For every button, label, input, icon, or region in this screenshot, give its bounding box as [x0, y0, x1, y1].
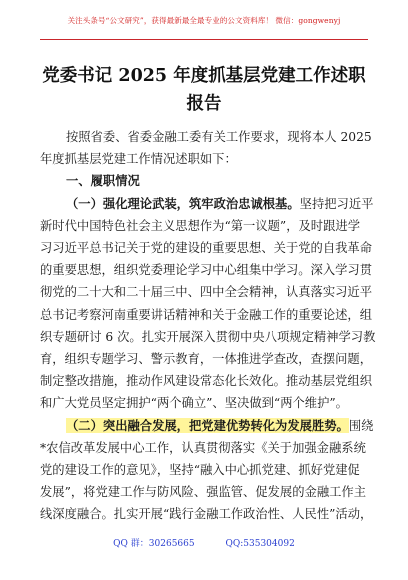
footer-qq-group: QQ 群：30265665 [113, 539, 195, 549]
item-1-line: 织专题研讨 6 次。扎实开展深入贯彻中央八项规定精神学习教 [40, 329, 376, 344]
title-line-2: 报告 [186, 94, 222, 114]
item-1-line: 新时代中国特色社会主义思想作为“第一议题”，及时跟进学 [40, 218, 360, 233]
item-1-line: 总书记考察河南重要讲话精神和关于金融工作的重要论述，组 [40, 307, 373, 322]
item-2-line: *农信改革发展中心工作，认真贯彻落实《关于加强金融系统 [40, 440, 366, 455]
intro-paragraph-line: 按照省委、省委金融工委有关工作要求，现将本人 2025 [66, 130, 372, 144]
item-2-line: 党的建设工作的意见》，坚持“融入中心抓党建、抓好党建促 [40, 463, 360, 478]
item-1-lead: （一）强化理论武装，筑牢政治忠诚根基。 [66, 195, 300, 211]
item-1-line: 的重要思想，组织党委理论学习中心组集中学习。深入学习贯 [40, 263, 373, 278]
document-body [40, 126, 376, 526]
header-note: 关注头条号“公文研究”，获得最新最全最专业的公文资料库！ 微信：gongwenyj [67, 16, 341, 25]
item-1-line: 习习近平总书记关于党的建设的重要思想、关于党的自我革命 [40, 241, 373, 256]
item-2-line: 发展”，将党建工作与防风险、强监管、促发展的金融工作主 [40, 485, 367, 500]
item-2-line [40, 415, 374, 437]
item-1-line [40, 193, 374, 215]
header-divider [40, 39, 368, 40]
title-line-1: 党委书记 2025 年度抓基层党建工作述职 [42, 66, 366, 86]
item-1-line: 彻党的二十大和二十届三中、四中全会精神，认真落实习近平 [40, 285, 373, 300]
item-2-line: 线深度融合。扎实开展“践行金融工作政治性、人民性”活动， [40, 507, 373, 522]
item-1-text: 坚持把习近平 [299, 196, 374, 211]
intro-paragraph-line: 年度抓基层党建工作情况述职如下： [40, 152, 237, 167]
item-2-text: 围绕 [348, 418, 374, 433]
section-heading: 一、履职情况 [66, 173, 140, 189]
footer-contact [0, 536, 408, 549]
document-title [40, 62, 368, 118]
item-2-lead: （二）突出融合发展，把党建优势转化为发展胜势。 [66, 417, 349, 433]
item-1-line: 和广大党员坚定拥护“两个确立”、坚决做到“两个维护”。 [40, 396, 348, 411]
item-1-line: 制定整改措施，推动作风建设常态化长效化。推动基层党组织 [40, 374, 373, 389]
footer-qq: QQ:535304092 [225, 539, 295, 549]
item-1-line: 育，组织专题学习、警示教育，一体推进学查改，查摆问题， [40, 352, 373, 367]
